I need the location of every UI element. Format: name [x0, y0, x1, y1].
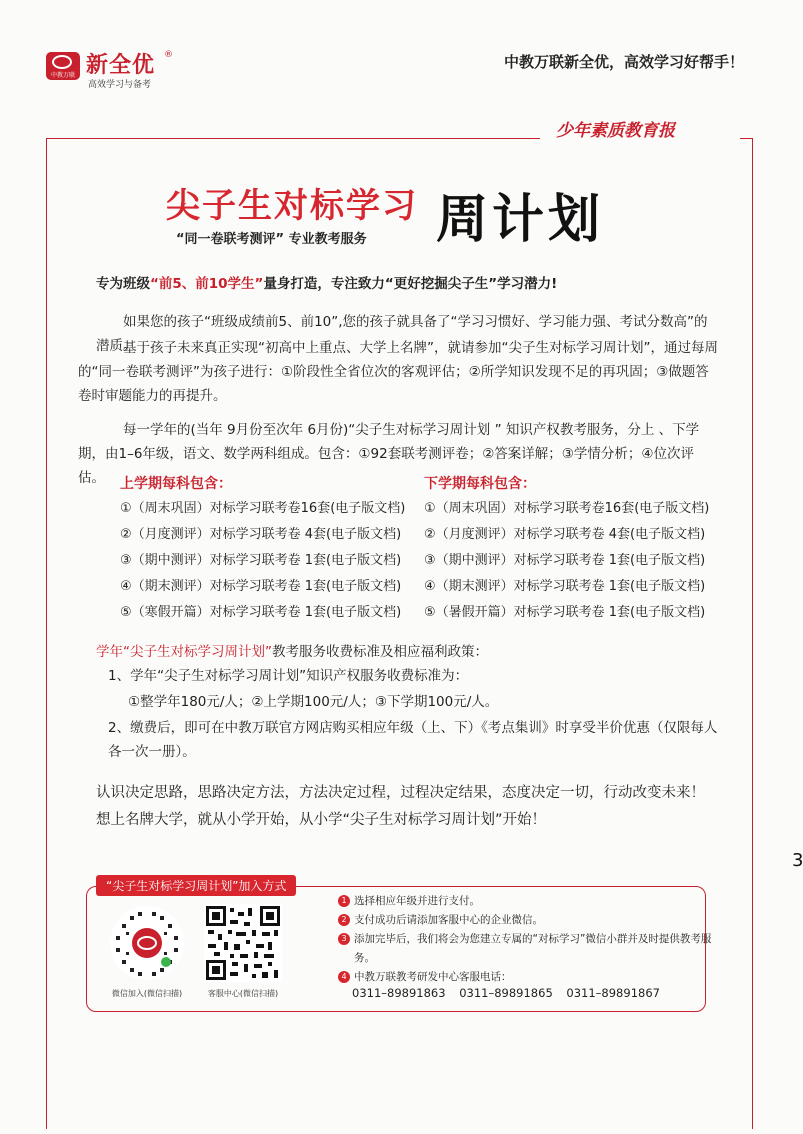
- edge-mark: 3: [792, 850, 803, 871]
- list-item: 3 添加完毕后，我们将会为您建立专属的“对标学习”微信小群并及时提供教考服务。: [338, 930, 714, 968]
- list-item: ⑤（寒假开篇）对标学习联考卷 1套(电子版文档): [120, 605, 402, 620]
- closing-text: [96, 780, 716, 834]
- title-subtitle: “同一卷联考测评” 专业教考服务: [176, 232, 367, 247]
- intro-paragraph-3: 每一学年的(当年 9月份至次年 6月份)“尖子生对标学习周计划 ” 知识产权教考服务，分上 、下学期，由1–6年级，语文、数学两科组成。包含：①92套联考测评卷；②答案详解；③学情分析；④位次评估。: [78, 422, 700, 486]
- service-qr-icon[interactable]: [204, 904, 282, 982]
- list-item: ②（月度测评）对标学习联考卷 4套(电子版文档): [120, 527, 402, 542]
- intro-paragraph-1: 如果您的孩子“班级成绩前5、前10”,您的孩子就具备了“学习习惯好、学习能力强、考试分数高”的潜质。: [96, 314, 708, 354]
- fee-item-2: 2、缴费后，即可在中教万联官方网店购买相应年级（上、下）《考点集训》时享受半价优惠（仅限每人各一次一册）。: [108, 720, 718, 760]
- title-black: 周计划: [436, 190, 605, 250]
- closing-line-1: 认识决定思路，思路决定方法，方法决定过程，过程决定结果，态度决定一切，行动改变未来！: [96, 785, 705, 801]
- list-item: 4 中教万联教考研发中心客服电话：: [338, 968, 714, 987]
- title-red: 尖子生对标学习: [166, 186, 418, 226]
- registered-mark: ®: [164, 50, 173, 60]
- fee-item-1-detail: ①整学年180元/人；②上学期100元/人；③下学期100元/人。: [128, 694, 499, 710]
- intro-paragraph-2: 基于孩子未来真正实现“初高中上重点、大学上名牌”，就请参加“尖子生对标学习周计划”，通过每周的“同一卷联考测评”为孩子进行：①阶段性全省位次的客观评估；②所学知识发现不足的再巩固；③做题答卷时审题能力的再提升。: [78, 340, 718, 404]
- list-item: ④（期末测评）对标学习联考卷 1套(电子版文档): [120, 579, 402, 594]
- fee-heading: 学年“尖子生对标学习周计划”教考服务收费标准及相应福利政策：: [96, 644, 488, 660]
- closing-line-2: 想上名牌大学，就从小学开始，从小学“尖子生对标学习周计划”开始！: [96, 812, 547, 828]
- newspaper-name: 少年素质教育报: [556, 121, 675, 141]
- qr2-label: 客服中心(微信扫描): [207, 989, 279, 998]
- fee-item-1: 1、学年“尖子生对标学习周计划”知识产权服务收费标准为：: [108, 668, 469, 684]
- list-item: 2 支付成功后请添加客服中心的企业微信。: [338, 911, 714, 930]
- list-item: ⑤（暑假开篇）对标学习联考卷 1套(电子版文档): [424, 605, 706, 620]
- logo-small-text: 中教万联: [50, 72, 75, 79]
- join-steps: [338, 892, 714, 987]
- qr1-label: 微信加入(微信扫描): [111, 989, 183, 998]
- intro-lead: 专为班级“前5、前10学生”量身打造，专注致力“更好挖掘尖子生”学习潜力!: [96, 276, 558, 292]
- header-slogan: 中教万联新全优，高效学习好帮手！: [503, 53, 744, 71]
- list-item: ③（期中测评）对标学习联考卷 1套(电子版文档): [120, 553, 402, 568]
- brand-logo-icon: [46, 52, 80, 80]
- list-item: ③（期中测评）对标学习联考卷 1套(电子版文档): [424, 553, 706, 568]
- list-item: ①（周末巩固）对标学习联考卷16套(电子版文档): [120, 501, 406, 516]
- list-item: ①（周末巩固）对标学习联考卷16套(电子版文档): [424, 501, 710, 516]
- upper-semester-title: 上学期每科包含：: [120, 476, 232, 492]
- lower-semester-list: [424, 496, 709, 626]
- join-tag: “尖子生对标学习周计划”加入方式: [96, 875, 296, 896]
- lower-semester-title: 下学期每科包含：: [424, 476, 536, 492]
- brand-name: 新全优: [86, 53, 156, 78]
- list-item: ④（期末测评）对标学习联考卷 1套(电子版文档): [424, 579, 706, 594]
- brand-tagline: 高效学习与备考: [88, 80, 152, 90]
- service-phones: 0311–89891863 0311–89891865 0311–89891867: [352, 986, 660, 1000]
- list-item: ②（月度测评）对标学习联考卷 4套(电子版文档): [424, 527, 706, 542]
- wechat-qr-icon[interactable]: [108, 904, 186, 982]
- upper-semester-list: [120, 496, 405, 626]
- list-item: 1 选择相应年级并进行支付。: [338, 892, 714, 911]
